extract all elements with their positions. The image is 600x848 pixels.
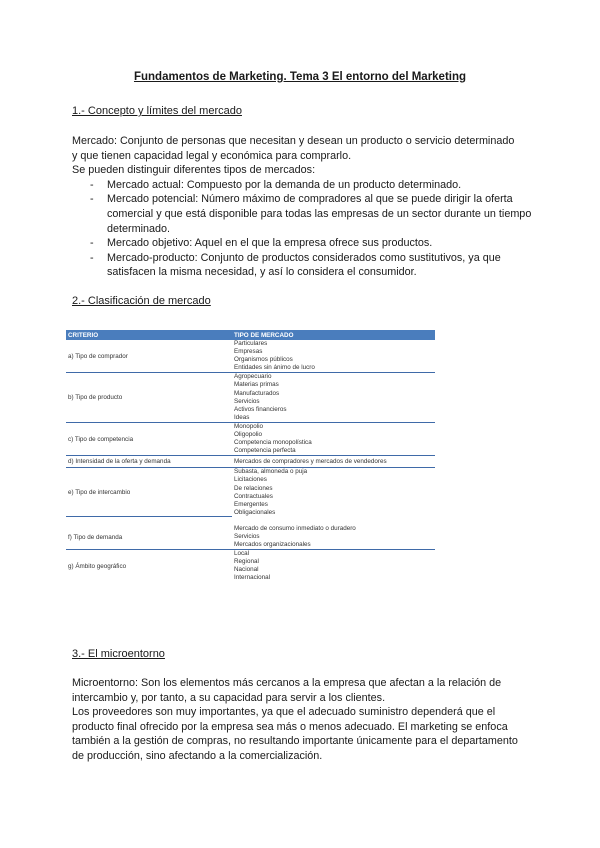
market-types-intro: Se pueden distinguir diferentes tipos de mercados: <box>72 164 316 177</box>
section-3-heading: 3.- El microentorno <box>72 648 165 660</box>
market-type: Local <box>234 550 250 558</box>
table-row <box>66 517 435 550</box>
market-type: Servicios <box>234 532 260 540</box>
market-type: Emergentes <box>234 500 268 508</box>
criterion-cell: a) Tipo de comprador <box>66 340 232 373</box>
list-item: - Mercado potencial: Número máximo de compradores al que se puede dirigir la oferta comercial y que está disponible para todas las empresas de un sector durante un tiempo determinado. <box>72 192 532 236</box>
criterion-cell: e) Tipo de intercambio <box>66 468 232 517</box>
document-title: Fundamentos de Marketing. Tema 3 El entorno del Marketing <box>133 71 467 83</box>
market-type: Activos financieros <box>234 405 287 413</box>
market-type: Internacional <box>234 574 271 582</box>
table-row <box>66 373 435 423</box>
table-row <box>66 456 435 468</box>
list-item: - Mercado objetivo: Aquel en el que la empresa ofrece sus productos. <box>72 236 532 251</box>
market-type: Obligacionales <box>234 508 276 516</box>
section-1-heading: 1.- Concepto y límites del mercado <box>72 105 242 117</box>
market-types-list <box>72 178 532 280</box>
criterion-cell: g) Ámbito geográfico <box>68 562 127 570</box>
market-types-cell <box>232 373 435 423</box>
criterion-cell: b) Tipo de producto <box>66 373 232 423</box>
market-types-cell <box>232 517 435 550</box>
market-type: De relaciones <box>234 484 273 492</box>
market-type: Regional <box>234 558 259 566</box>
market-definition-line-1: Mercado: Conjunto de personas que necesitan y desean un producto o servicio determinado <box>72 135 515 147</box>
market-type-column-header: TIPO DE MERCADO <box>232 330 435 340</box>
microenvironment-definition: Microentorno: Son los elementos más cercanos a la empresa que afectan a la relación de intercambio y, por tanto, a su capacidad para servir a los clientes. <box>72 677 502 704</box>
market-type: Mercados de compradores y mercados de vendedores <box>234 457 387 465</box>
section-1-body <box>72 134 532 280</box>
market-type: Nacional <box>234 566 259 574</box>
section-2-heading: 2.- Clasificación de mercado <box>72 295 211 307</box>
market-type: Materias primas <box>234 381 279 389</box>
market-type: Subasta, almoneda o puja <box>234 468 308 476</box>
market-type: Empresas <box>234 348 263 356</box>
list-item: - Mercado actual: Compuesto por la demanda de un producto determinado. <box>72 178 532 193</box>
criterion-column-header: CRITERIO <box>66 330 232 340</box>
market-type: Particulares <box>234 340 268 347</box>
list-item: - Mercado-producto: Conjunto de productos considerados como sustitutivos, ya que satisfacen la misma necesidad, y así lo considera el consumidor. <box>72 251 532 280</box>
market-definition-line-2: y que tienen capacidad legal y económica para comprarlo. <box>72 149 352 162</box>
section-3-body <box>72 676 532 764</box>
market-type: Mercado de consumo inmediato o duradero <box>234 524 356 532</box>
market-type: Licitaciones <box>234 476 267 484</box>
market-type: Entidades sin ánimo de lucro <box>234 364 315 372</box>
market-types-cell <box>232 550 435 583</box>
suppliers-paragraph: Los proveedores son muy importantes, ya que el adecuado suministro dependerá que el producto final ofrecido por la empresa sea más o menos adecuado. El marketing se enfoca también a la gestión de compras, no resultando importante únicamente para el departamento de producción, sino afectando a la comercialización. <box>72 706 518 762</box>
market-type: Mercados organizacionales <box>234 541 311 549</box>
market-type: Ideas <box>234 413 250 421</box>
table-row <box>66 340 435 373</box>
market-types-cell <box>232 468 435 517</box>
market-type: Competencia perfecta <box>234 447 296 455</box>
market-type: Manufacturados <box>234 389 280 397</box>
market-types-cell <box>232 456 435 468</box>
table-row <box>66 468 435 517</box>
market-type: Servicios <box>234 397 260 405</box>
market-classification-table <box>66 330 435 583</box>
market-type: Monopolio <box>234 422 264 430</box>
market-type: Competencia monopolística <box>234 439 312 447</box>
market-type: Contractuales <box>234 492 273 500</box>
table-header-row <box>66 330 435 340</box>
criterion-cell: c) Tipo de competencia <box>66 422 232 455</box>
table-row <box>66 550 435 583</box>
market-types-cell <box>232 422 435 455</box>
market-type: Oligopolio <box>234 431 263 439</box>
market-type: Organismos públicos <box>234 356 293 364</box>
table-row <box>66 422 435 455</box>
criterion-cell: f) Tipo de demanda <box>66 517 232 550</box>
market-type: Agropecuario <box>234 373 272 381</box>
criterion-cell: d) Intensidad de la oferta y demanda <box>66 456 232 468</box>
market-types-cell <box>232 340 435 373</box>
